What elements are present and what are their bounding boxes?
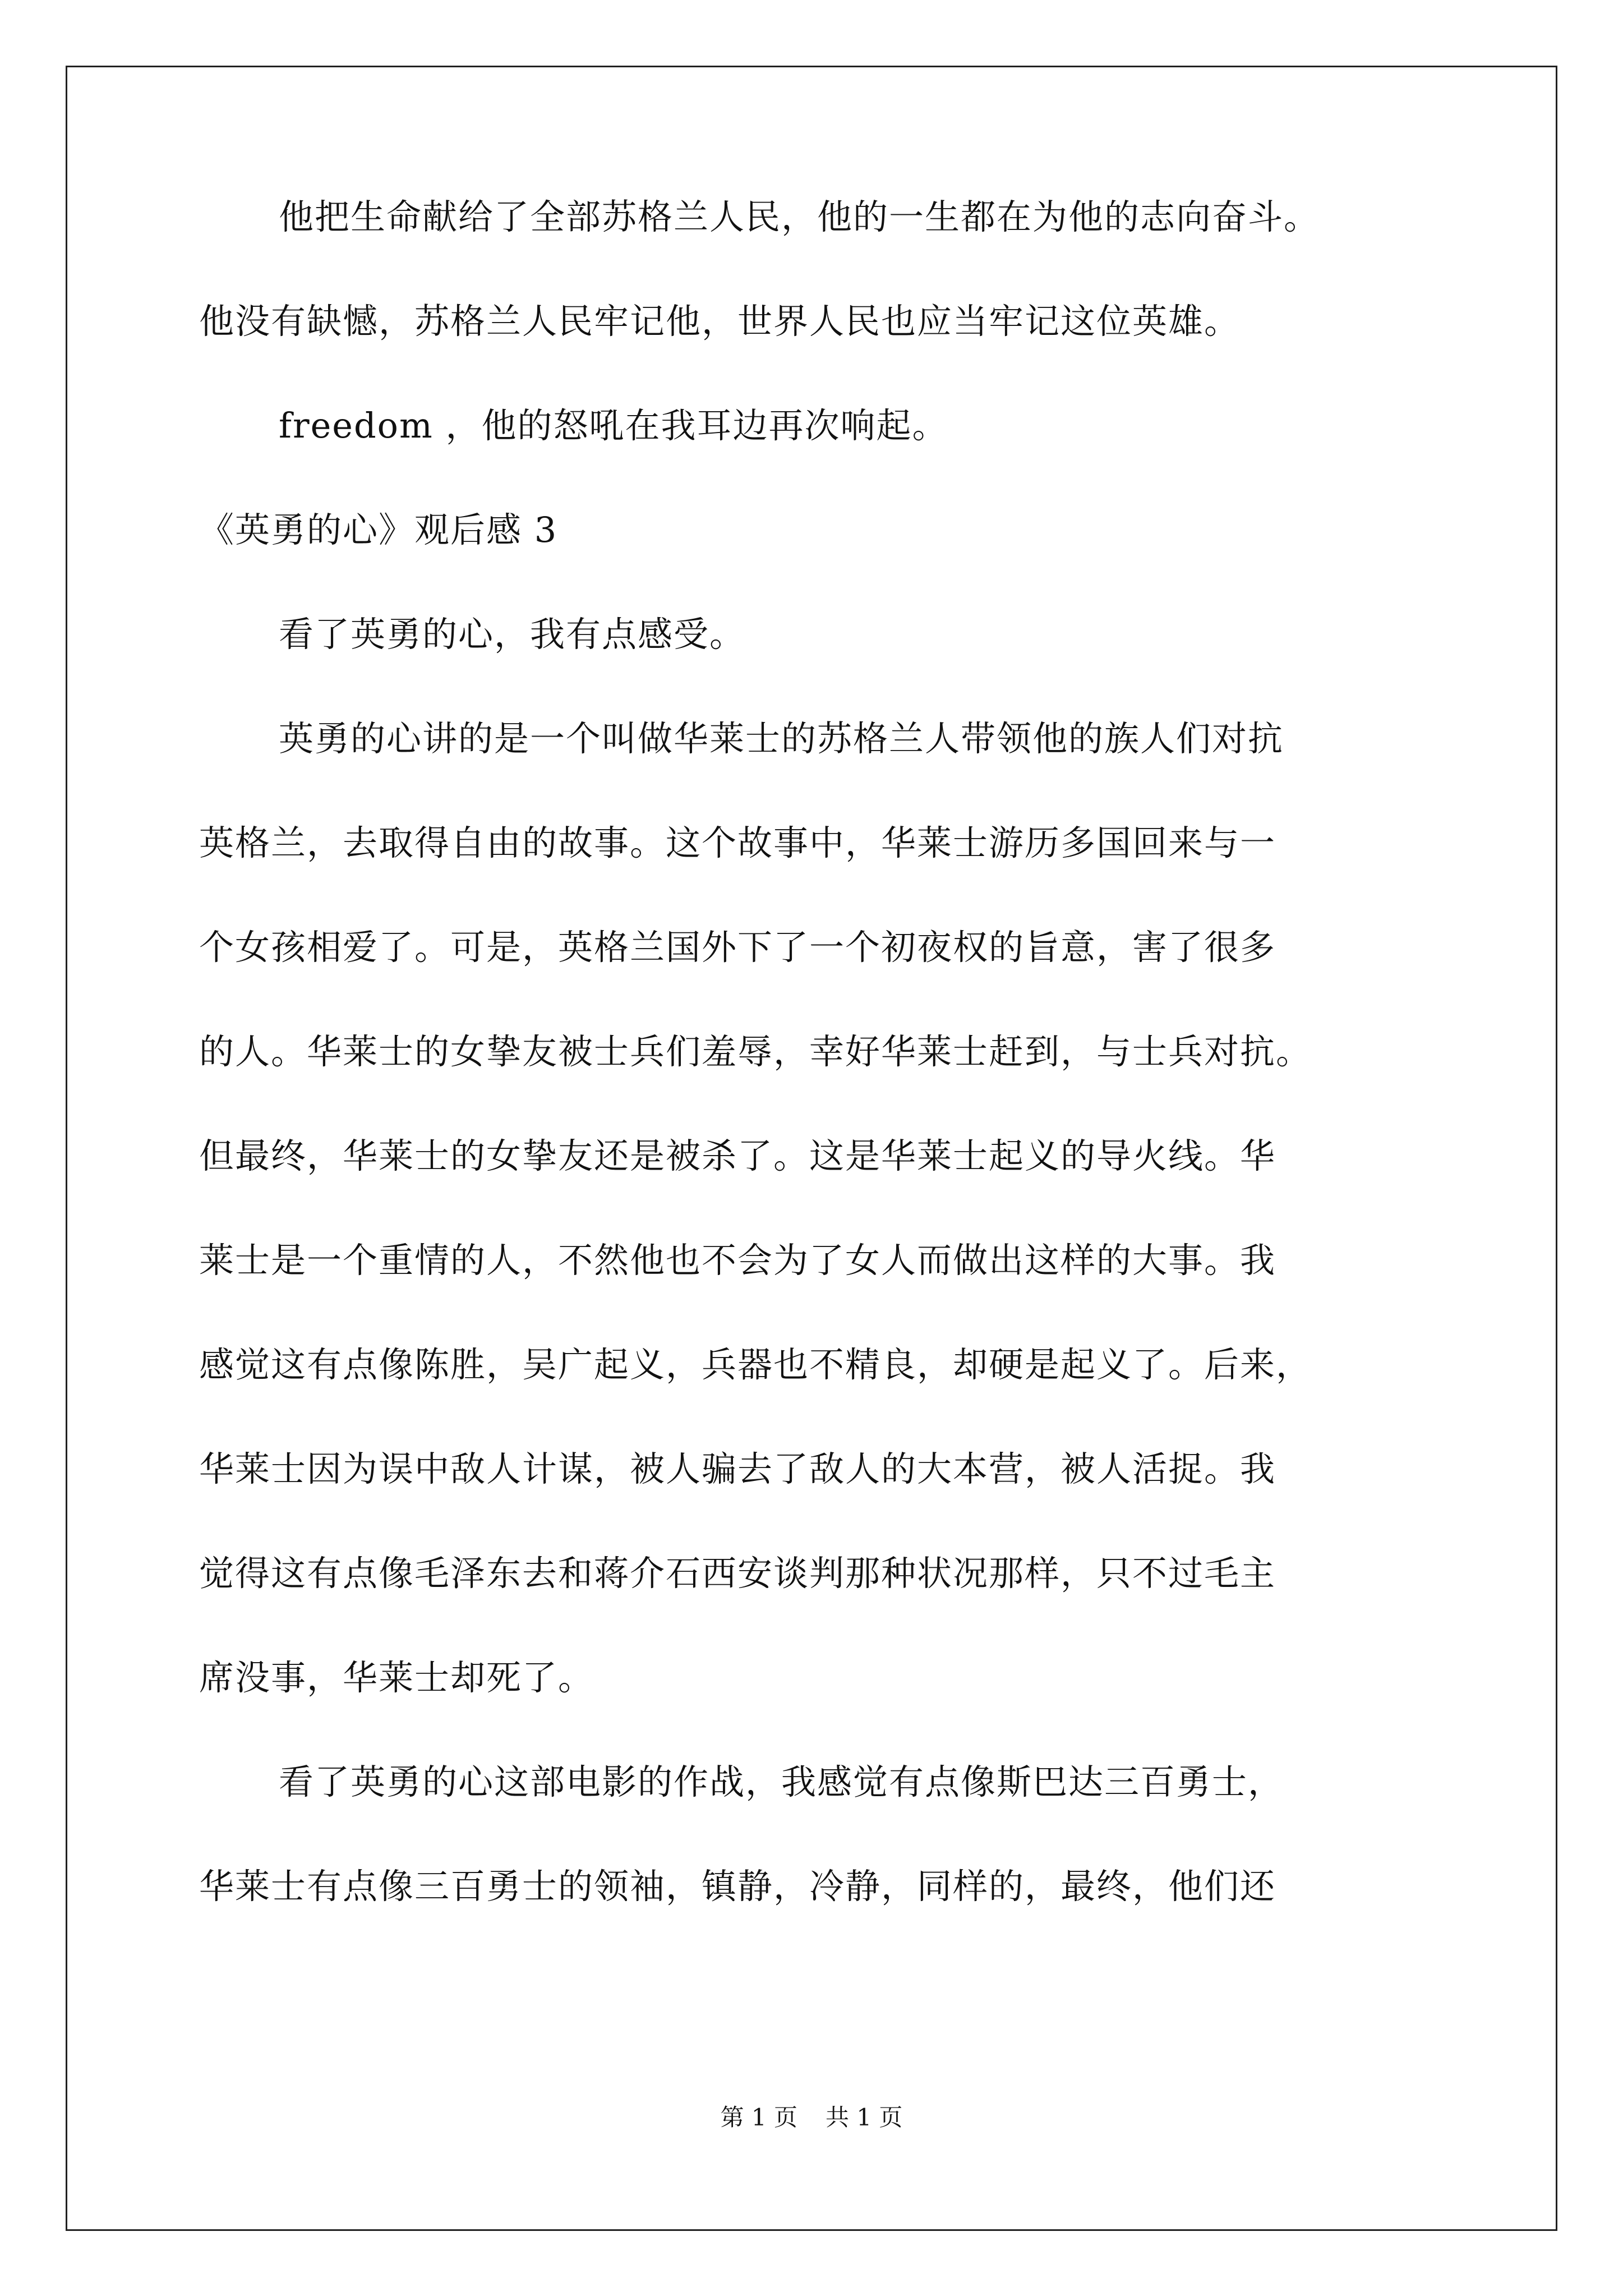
paragraph-line: 英格兰，去取得自由的故事。这个故事中，华莱士游历多国回来与一 bbox=[199, 822, 1276, 863]
paragraph-line: 的人。华莱士的女挚友被士兵们羞辱，幸好华莱士赶到，与士兵对抗。 bbox=[199, 1031, 1312, 1072]
paragraph-line: 莱士是一个重情的人，不然他也不会为了女人而做出这样的大事。我 bbox=[199, 1240, 1276, 1281]
page-number: 第 1 页 bbox=[720, 2104, 797, 2131]
page-footer bbox=[0, 2101, 1623, 2134]
paragraph-line: 个女孩相爱了。可是，英格兰国外下了一个初夜权的旨意，害了很多 bbox=[199, 927, 1276, 968]
paragraph-line: 看了英勇的心，我有点感受。 bbox=[279, 614, 746, 655]
section-heading: 《英勇的心》观后感 3 bbox=[199, 509, 558, 550]
paragraph-line: 但最终，华莱士的女挚友还是被杀了。这是华莱士起义的导火线。华 bbox=[199, 1135, 1276, 1176]
paragraph-line: 华莱士有点像三百勇士的领袖，镇静，冷静，同样的，最终，他们还 bbox=[199, 1866, 1276, 1907]
paragraph-line: 英勇的心讲的是一个叫做华莱士的苏格兰人带领他的族人们对抗 bbox=[279, 718, 1284, 759]
page-total: 共 1 页 bbox=[826, 2104, 903, 2131]
paragraph-line: 他没有缺憾，苏格兰人民牢记他，世界人民也应当牢记这位英雄。 bbox=[199, 301, 1241, 342]
paragraph-line: freedom ，他的怒吼在我耳边再次响起。 bbox=[279, 405, 948, 446]
paragraph-line: 他把生命献给了全部苏格兰人民，他的一生都在为他的志向奋斗。 bbox=[279, 196, 1320, 237]
paragraph-line: 觉得这有点像毛泽东去和蒋介石西安谈判那种状况那样，只不过毛主 bbox=[199, 1553, 1276, 1594]
document-body bbox=[199, 191, 1438, 1913]
paragraph-line: 席没事，华莱士却死了。 bbox=[199, 1657, 594, 1698]
paragraph-line: 看了英勇的心这部电影的作战，我感觉有点像斯巴达三百勇士， bbox=[279, 1761, 1284, 1802]
paragraph-line: 感觉这有点像陈胜，吴广起义，兵器也不精良，却硬是起义了。后来， bbox=[199, 1344, 1312, 1385]
paragraph-line: 华莱士因为误中敌人计谋，被人骗去了敌人的大本营，被人活捉。我 bbox=[199, 1448, 1276, 1489]
